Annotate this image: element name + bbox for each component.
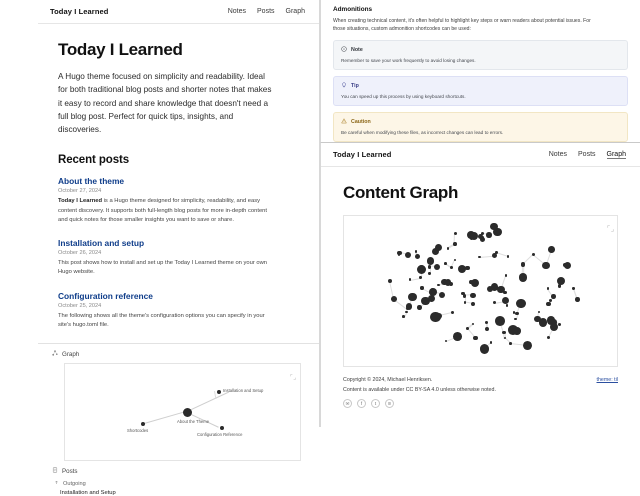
graph-node[interactable] (507, 255, 510, 258)
graph-node[interactable] (564, 262, 572, 270)
graph-node[interactable] (451, 311, 454, 314)
graph-node[interactable] (447, 247, 449, 249)
graph-node[interactable] (444, 262, 447, 265)
admonition-note-head (341, 46, 620, 54)
graph-node[interactable] (436, 313, 443, 320)
rss-icon[interactable]: ≋ (385, 399, 394, 408)
graph-node[interactable] (508, 325, 518, 335)
graph-node[interactable] (572, 287, 574, 289)
graph-node[interactable] (439, 292, 445, 298)
left-site-header (38, 0, 319, 24)
graph-node[interactable] (409, 278, 412, 281)
post-list-item (58, 291, 299, 331)
nav-item-posts[interactable]: Posts (257, 8, 275, 15)
graph-node[interactable] (497, 286, 504, 293)
admonition-caution-text: Be careful when modifying these files, as incorrect changes can lead to errors. (341, 130, 504, 136)
graph-node[interactable] (406, 307, 409, 310)
graph-node[interactable] (542, 262, 550, 270)
graph-node[interactable] (427, 257, 435, 265)
post-date: October 27, 2024 (58, 188, 102, 195)
graph-node[interactable] (428, 265, 432, 269)
page-lede: A Hugo theme focused on simplicity and readability. Ideal for both traditional blog posts and shorter notes that makes it easy to record and share knowledge that doesn't need a full blog post. Perfect for quick tips, insights, and discoveries. (58, 72, 272, 135)
theme-link[interactable]: theme: til (596, 377, 618, 383)
graph-node[interactable] (514, 318, 517, 321)
graph-node[interactable] (575, 297, 580, 302)
graph-node-label: Installation and Setup (223, 388, 264, 394)
graph-node[interactable] (516, 299, 526, 309)
graph-node-label: Shortcodes (127, 428, 149, 434)
graph-node[interactable] (217, 390, 221, 394)
graph-node[interactable] (551, 294, 556, 299)
graph-node[interactable] (220, 426, 224, 430)
expand-icon[interactable] (290, 367, 296, 373)
graph-node[interactable] (449, 282, 453, 286)
graph-node[interactable] (450, 266, 453, 269)
admonition-note (333, 40, 628, 70)
post-list-item (58, 176, 299, 225)
arrow-up-icon (54, 480, 59, 487)
graph-node[interactable] (473, 336, 478, 341)
left-gutter (0, 0, 38, 427)
admonition-caution-head (341, 118, 620, 126)
graph-node[interactable] (428, 272, 430, 274)
facebook-icon[interactable]: f (357, 399, 366, 408)
mini-content-graph[interactable] (64, 363, 301, 461)
graph-node[interactable] (557, 277, 565, 285)
post-title-link[interactable]: Installation and setup (58, 238, 145, 249)
lightbulb-icon (341, 82, 347, 90)
twitter-icon[interactable]: t (371, 399, 380, 408)
graph-node[interactable] (558, 323, 561, 326)
graph-node[interactable] (415, 254, 420, 259)
nav-item-graph[interactable]: Graph (285, 8, 305, 15)
graph-label-text: Graph (62, 350, 80, 358)
graph-node[interactable] (506, 304, 508, 306)
warning-icon (341, 118, 347, 126)
site-footer (321, 367, 640, 408)
graph-node[interactable] (495, 316, 505, 326)
admonition-note-text: Remember to save your work frequently to avoid losing changes. (341, 58, 476, 64)
graph-node[interactable] (388, 279, 392, 283)
footer-row-copyright (343, 377, 618, 383)
content-graph-panel (320, 143, 640, 427)
site-title: Today I Learned (50, 7, 109, 16)
graph-node[interactable] (534, 316, 540, 322)
graph-node[interactable] (550, 323, 559, 332)
graph-node[interactable] (435, 244, 442, 251)
graph-node[interactable] (493, 301, 496, 304)
post-excerpt: The following shows all the theme's configuration options you can specify in your site's hugo.toml file. (58, 312, 265, 328)
post-title-link[interactable]: Configuration reference (58, 290, 153, 301)
graph-node[interactable] (434, 264, 440, 270)
post-date: October 26, 2024 (58, 250, 102, 257)
graph-node[interactable] (502, 297, 509, 304)
graph-node[interactable] (402, 315, 405, 318)
graph-node[interactable] (465, 266, 470, 271)
copyright-text: Copyright © 2024, Michael Henriksen. (343, 377, 433, 383)
license-text: Content is available under CC BY-SA 4.0 unless otherwise noted. (343, 387, 496, 393)
graph-node[interactable] (417, 305, 422, 310)
post-excerpt-rest: is a Hugo theme designed for simplicity, readability, and easy content discovery. It supports both full-length blog posts for more in-depth content and quick notes for those smaller insights you want to save or share. (58, 198, 268, 223)
social-links (343, 399, 618, 408)
graph-section-label (38, 350, 319, 358)
graph-node[interactable] (466, 327, 469, 330)
graph-node[interactable] (471, 302, 475, 306)
graph-node[interactable] (470, 232, 478, 240)
graph-node[interactable] (420, 286, 423, 289)
recent-posts-heading: Recent posts (58, 154, 130, 167)
graph-node[interactable] (461, 292, 465, 296)
graph-node[interactable] (505, 274, 507, 276)
info-icon (341, 46, 347, 54)
graph-edge (214, 391, 216, 399)
graph-node[interactable] (485, 321, 488, 324)
graph-node[interactable] (519, 273, 527, 281)
content-graph-canvas[interactable] (343, 215, 618, 367)
posts-section (38, 461, 319, 496)
post-list-item (58, 238, 299, 278)
admonition-tip-head (341, 82, 620, 90)
graph-node[interactable] (485, 327, 489, 331)
graph-node-label: About the Theme (177, 419, 210, 425)
graph-node[interactable] (523, 341, 532, 350)
graph-node[interactable] (408, 293, 417, 302)
admonition-tip (333, 76, 628, 106)
site-title: Today I Learned (333, 150, 392, 159)
expand-icon[interactable] (607, 219, 613, 225)
left-panel-body (38, 24, 319, 330)
admonition-tip-title: Tip (351, 83, 359, 90)
left-panel (38, 0, 320, 496)
admonitions-body (321, 0, 640, 142)
page-title: Today I Learned (58, 40, 183, 59)
graph-node[interactable] (509, 342, 512, 345)
admonitions-panel (320, 0, 640, 143)
graph-node[interactable] (492, 253, 497, 258)
graph-node[interactable] (464, 301, 466, 303)
graph-node[interactable] (470, 293, 475, 298)
graph-node[interactable] (515, 312, 518, 315)
admonitions-heading: Admonitions (333, 6, 373, 13)
post-date: October 25, 2024 (58, 302, 102, 309)
posts-section-head (52, 467, 319, 475)
graph-node[interactable] (183, 408, 192, 417)
graph-node[interactable] (458, 265, 466, 273)
nav-item-graph[interactable]: Graph (606, 150, 626, 158)
graph-node[interactable] (454, 259, 457, 262)
nav-item-notes[interactable]: Notes (548, 150, 568, 158)
admonitions-paragraph: When creating technical content, it's often helpful to highlight key steps or warn readers about potential issues. For those situations, custom admonition shortcodes can be used: (333, 18, 591, 33)
graph-node[interactable] (405, 311, 408, 314)
admonition-caution-title: Caution (351, 119, 371, 126)
graph-node[interactable] (490, 341, 493, 344)
graph-node[interactable] (513, 311, 515, 313)
admonition-note-title: Note (351, 47, 363, 54)
main-nav (549, 151, 626, 159)
admonition-caution (333, 112, 628, 142)
graph-node[interactable] (391, 296, 397, 302)
document-icon (52, 467, 58, 475)
graph-node-label: Configuration Reference (197, 432, 243, 438)
outgoing-label-text: Outgoing (63, 480, 86, 487)
nav-item-posts[interactable]: Posts (578, 150, 596, 158)
graph-node[interactable] (549, 299, 552, 302)
post-excerpt (58, 197, 273, 225)
graph-node[interactable] (405, 252, 411, 258)
graph-node[interactable] (548, 246, 555, 253)
page-title: Content Graph (343, 183, 459, 202)
main-nav (228, 8, 305, 15)
graph-node[interactable] (547, 336, 551, 340)
graph-icon (52, 350, 58, 358)
graph-node[interactable] (486, 232, 491, 237)
mail-icon[interactable]: ✉ (343, 399, 352, 408)
outgoing-label (54, 480, 319, 487)
graph-site-header (321, 143, 640, 167)
graph-node[interactable] (454, 232, 457, 235)
graph-node[interactable] (428, 295, 435, 302)
posts-section-label: Posts (62, 467, 78, 475)
nav-item-notes[interactable]: Notes (227, 8, 247, 15)
graph-node[interactable] (521, 262, 526, 267)
graph-node[interactable] (397, 251, 402, 256)
graph-node[interactable] (445, 280, 447, 282)
graph-section (38, 344, 319, 496)
graph-node[interactable] (472, 323, 474, 325)
content-graph-body (321, 167, 640, 367)
graph-node[interactable] (546, 302, 551, 307)
graph-node[interactable] (141, 422, 145, 426)
post-excerpt: This post shows how to install and set up the Today I Learned theme on your own Hugo website. (58, 260, 268, 276)
post-title-link[interactable]: About the theme (58, 176, 125, 187)
graph-node[interactable] (478, 256, 480, 258)
graph-node[interactable] (419, 276, 422, 279)
graph-node[interactable] (547, 287, 549, 289)
graph-node[interactable] (431, 288, 434, 291)
post-excerpt-lead: Today I Learned (58, 198, 103, 205)
outgoing-link[interactable]: Installation and Setup (60, 490, 116, 496)
graph-edge (187, 392, 229, 412)
admonition-tip-text: You can speed up this process by using keyboard shortcuts. (341, 94, 466, 100)
graph-node[interactable] (453, 242, 457, 246)
graph-node[interactable] (538, 311, 540, 313)
graph-node[interactable] (490, 223, 497, 230)
